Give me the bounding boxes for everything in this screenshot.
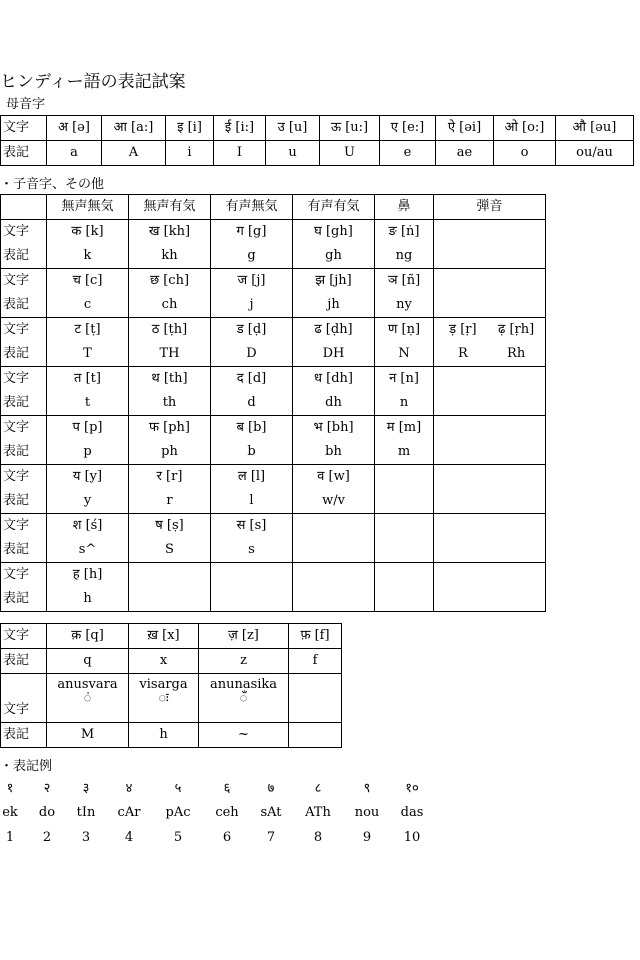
consonant-roman-row — [1, 244, 546, 269]
empty-cell — [211, 587, 293, 612]
empty-cell — [434, 465, 546, 490]
extra-char: क़ [q] — [47, 624, 129, 649]
row-label-char: 文字 — [1, 269, 47, 294]
consonant-roman: j — [211, 293, 293, 318]
empty-cell — [375, 538, 434, 563]
arabic-numeral: 7 — [266, 830, 276, 845]
devanagari-numeral: ९ — [363, 781, 371, 796]
consonant-char: त [t] — [47, 367, 129, 392]
mark-name: visarga — [139, 677, 188, 692]
vowel-char: इ [i] — [166, 116, 214, 141]
consonant-heading: ・子音字、その他 — [0, 177, 105, 192]
vowel-char: ई [i:] — [214, 116, 266, 141]
consonant-char-row — [1, 416, 546, 441]
consonant-roman: kh — [129, 244, 211, 269]
row-label-roman: 表記 — [1, 293, 47, 318]
example-word: sAt — [260, 805, 282, 820]
arabic-numeral: 9 — [362, 830, 372, 845]
row-label-roman: 表記 — [1, 440, 47, 465]
consonant-header-row — [1, 195, 546, 220]
example-word: ek — [2, 805, 18, 820]
consonant-roman: ph — [129, 440, 211, 465]
mark-char-row — [1, 674, 342, 723]
consonant-char-row — [1, 367, 546, 392]
consonant-char: ट [ṭ] — [47, 318, 129, 343]
consonant-roman: bh — [293, 440, 375, 465]
empty-cell — [434, 563, 546, 588]
consonant-roman: c — [47, 293, 129, 318]
consonant-roman: d — [211, 391, 293, 416]
extra-table — [0, 623, 342, 748]
row-label-roman: 表記 — [1, 649, 47, 674]
consonant-char: श [ś] — [47, 514, 129, 539]
devanagari-numeral: ४ — [125, 781, 133, 796]
row-label-roman: 表記 — [1, 723, 47, 748]
extra-char-row — [1, 624, 342, 649]
consonant-roman: t — [47, 391, 129, 416]
vowel-char: ऊ [u:] — [320, 116, 380, 141]
empty-cell — [434, 367, 546, 392]
vowel-table — [0, 115, 634, 166]
consonant-roman: N — [375, 342, 434, 367]
devanagari-numeral: ६ — [223, 781, 231, 796]
vowel-roman: ou/au — [556, 141, 634, 166]
arabic-numeral: 10 — [403, 830, 421, 845]
consonant-roman: TH — [129, 342, 211, 367]
consonant-char-row — [1, 318, 546, 343]
example-word: ATh — [305, 805, 331, 820]
column-header: 無声有気 — [129, 195, 211, 220]
consonant-char: च [c] — [47, 269, 129, 294]
vowel-char: आ [a:] — [102, 116, 166, 141]
empty-cell — [434, 538, 546, 563]
row-label-char: 文字 — [1, 465, 47, 490]
flap-cell — [434, 342, 546, 367]
empty-cell — [434, 293, 546, 318]
consonant-roman: S — [129, 538, 211, 563]
consonant-char: क [k] — [47, 220, 129, 245]
mark-cell-visarga — [129, 674, 199, 723]
devanagari-numeral: ७ — [267, 781, 275, 796]
vowel-char-row — [1, 116, 634, 141]
row-label-char: 文字 — [1, 116, 47, 141]
consonant-char: र [r] — [129, 465, 211, 490]
empty-cell — [434, 269, 546, 294]
consonant-char: म [m] — [375, 416, 434, 441]
consonant-roman: y — [47, 489, 129, 514]
consonant-char: ज [j] — [211, 269, 293, 294]
consonant-roman: m — [375, 440, 434, 465]
vowel-roman: ae — [436, 141, 494, 166]
consonant-char: ञ [ñ] — [375, 269, 434, 294]
extra-roman-row — [1, 649, 342, 674]
vowel-char: ए [e:] — [380, 116, 436, 141]
devanagari-numeral: ५ — [174, 781, 182, 796]
consonant-char: थ [th] — [129, 367, 211, 392]
devanagari-numeral: १० — [405, 781, 419, 796]
consonant-roman-row — [1, 342, 546, 367]
column-header: 鼻 — [375, 195, 434, 220]
page-title: ヒンディー語の表記試案 — [0, 72, 186, 92]
row-label-char: 文字 — [1, 220, 47, 245]
consonant-char: भ [bh] — [293, 416, 375, 441]
row-label-char: 文字 — [1, 563, 47, 588]
row-label-roman: 表記 — [1, 391, 47, 416]
examples-heading: ・表記例 — [0, 759, 53, 774]
vowel-roman-row — [1, 141, 634, 166]
vowel-roman: o — [494, 141, 556, 166]
flap-char: ढ़ [ṛh] — [498, 322, 535, 337]
mark-cell-anusvara — [47, 674, 129, 723]
consonant-char-row — [1, 514, 546, 539]
consonant-char: य [y] — [47, 465, 129, 490]
row-label-char: 文字 — [1, 674, 47, 723]
example-word: pAc — [165, 805, 191, 820]
consonant-char: व [w] — [293, 465, 375, 490]
consonant-roman: b — [211, 440, 293, 465]
example-word: do — [38, 805, 56, 820]
vowel-roman: I — [214, 141, 266, 166]
consonant-roman-row — [1, 293, 546, 318]
example-word: tIn — [76, 805, 96, 820]
vowel-roman: u — [266, 141, 320, 166]
flap-roman: Rh — [507, 346, 526, 361]
consonant-char: न [n] — [375, 367, 434, 392]
extra-char: फ़ [f] — [289, 624, 342, 649]
arabic-numeral: 3 — [81, 830, 91, 845]
consonant-roman-row — [1, 538, 546, 563]
consonant-body — [1, 220, 546, 612]
mark-sign: ं — [83, 691, 92, 706]
flap-roman: R — [457, 346, 468, 361]
column-header: 無声無気 — [47, 195, 129, 220]
consonant-roman: jh — [293, 293, 375, 318]
row-label-char: 文字 — [1, 416, 47, 441]
empty-cell — [289, 723, 342, 748]
empty-cell — [129, 563, 211, 588]
empty-cell — [434, 220, 546, 245]
vowel-roman: A — [102, 141, 166, 166]
consonant-char-row — [1, 220, 546, 245]
consonant-char: छ [ch] — [129, 269, 211, 294]
mark-roman-row — [1, 723, 342, 748]
row-label-char: 文字 — [1, 367, 47, 392]
empty-cell — [434, 391, 546, 416]
empty-cell — [289, 674, 342, 723]
consonant-char: द [d] — [211, 367, 293, 392]
consonant-char: फ [ph] — [129, 416, 211, 441]
consonant-roman-row — [1, 391, 546, 416]
example-word: nou — [354, 805, 380, 820]
row-label-roman: 表記 — [1, 244, 47, 269]
mark-name: anusvara — [57, 677, 118, 692]
vowel-char: औ [əu] — [556, 116, 634, 141]
consonant-roman: w/v — [293, 489, 375, 514]
consonant-char: ठ [ṭh] — [129, 318, 211, 343]
consonant-roman-row — [1, 587, 546, 612]
consonant-char: ड [ḍ] — [211, 318, 293, 343]
consonant-roman-row — [1, 489, 546, 514]
consonant-roman: k — [47, 244, 129, 269]
extra-roman: f — [289, 649, 342, 674]
consonant-roman: th — [129, 391, 211, 416]
vowel-char: उ [u] — [266, 116, 320, 141]
example-word: ceh — [215, 805, 239, 820]
consonant-roman: r — [129, 489, 211, 514]
example-word: cAr — [117, 805, 141, 820]
flap-char: ड़ [ṛ] — [449, 322, 477, 337]
consonant-char: ब [b] — [211, 416, 293, 441]
consonant-roman: ng — [375, 244, 434, 269]
devanagari-numeral: ३ — [82, 781, 90, 796]
mark-roman: M — [47, 723, 129, 748]
consonant-roman: D — [211, 342, 293, 367]
extra-roman: q — [47, 649, 129, 674]
empty-cell — [293, 538, 375, 563]
vowel-char: अ [ə] — [47, 116, 102, 141]
row-label-roman: 表記 — [1, 489, 47, 514]
extra-roman: x — [129, 649, 199, 674]
consonant-char: ख [kh] — [129, 220, 211, 245]
empty-cell — [375, 587, 434, 612]
row-label-roman: 表記 — [1, 538, 47, 563]
extra-char: ख़ [x] — [129, 624, 199, 649]
consonant-roman: T — [47, 342, 129, 367]
consonant-roman: gh — [293, 244, 375, 269]
vowel-heading: 母音字 — [6, 97, 46, 112]
consonant-roman: p — [47, 440, 129, 465]
consonant-roman: s^ — [47, 538, 129, 563]
column-header: 弾音 — [434, 195, 546, 220]
empty-header-cell — [1, 195, 47, 220]
example-word: das — [400, 805, 424, 820]
consonant-char: ग [g] — [211, 220, 293, 245]
row-label-roman: 表記 — [1, 141, 47, 166]
devanagari-numeral: ८ — [314, 781, 322, 796]
consonant-char: ष [ṣ] — [129, 514, 211, 539]
consonant-char: प [p] — [47, 416, 129, 441]
extra-char: ज़ [z] — [199, 624, 289, 649]
column-header: 有声無気 — [211, 195, 293, 220]
consonant-roman: h — [47, 587, 129, 612]
consonant-roman-row — [1, 440, 546, 465]
mark-roman: h — [129, 723, 199, 748]
consonant-char-row — [1, 563, 546, 588]
mark-name: anunasika — [209, 677, 278, 692]
empty-cell — [434, 489, 546, 514]
mark-roman: ~ — [199, 723, 289, 748]
empty-cell — [129, 587, 211, 612]
mark-sign: ः — [158, 691, 169, 706]
empty-cell — [434, 587, 546, 612]
empty-cell — [434, 514, 546, 539]
devanagari-numeral: १ — [6, 781, 14, 796]
consonant-roman: n — [375, 391, 434, 416]
consonant-char: झ [jh] — [293, 269, 375, 294]
arabic-numeral: 4 — [124, 830, 134, 845]
arabic-numeral: 5 — [173, 830, 183, 845]
arabic-numeral: 8 — [313, 830, 323, 845]
consonant-roman: dh — [293, 391, 375, 416]
mark-sign: ँ — [239, 691, 248, 706]
consonant-char-row — [1, 465, 546, 490]
consonant-char: ण [ṇ] — [375, 318, 434, 343]
empty-cell — [375, 563, 434, 588]
vowel-char: ओ [o:] — [494, 116, 556, 141]
vowel-char: ऐ [əi] — [436, 116, 494, 141]
consonant-char-row — [1, 269, 546, 294]
row-label-char: 文字 — [1, 318, 47, 343]
empty-cell — [434, 440, 546, 465]
consonant-roman: DH — [293, 342, 375, 367]
arabic-numeral: 1 — [5, 830, 15, 845]
empty-cell — [434, 244, 546, 269]
vowel-roman: i — [166, 141, 214, 166]
mark-cell-anunasika — [199, 674, 289, 723]
empty-cell — [375, 489, 434, 514]
consonant-char: ध [dh] — [293, 367, 375, 392]
row-label-char: 文字 — [1, 514, 47, 539]
vowel-roman: a — [47, 141, 102, 166]
empty-cell — [293, 514, 375, 539]
row-label-roman: 表記 — [1, 342, 47, 367]
consonant-roman: g — [211, 244, 293, 269]
consonant-char: ह [h] — [47, 563, 129, 588]
column-header: 有声有気 — [293, 195, 375, 220]
flap-cell — [434, 318, 546, 343]
empty-cell — [434, 416, 546, 441]
row-label-char: 文字 — [1, 624, 47, 649]
consonant-char: ल [l] — [211, 465, 293, 490]
vowel-roman: U — [320, 141, 380, 166]
empty-cell — [375, 465, 434, 490]
consonant-char: स [s] — [211, 514, 293, 539]
row-label-roman: 表記 — [1, 587, 47, 612]
empty-cell — [293, 563, 375, 588]
empty-cell — [293, 587, 375, 612]
empty-cell — [211, 563, 293, 588]
consonant-char: घ [gh] — [293, 220, 375, 245]
empty-cell — [375, 514, 434, 539]
vowel-roman: e — [380, 141, 436, 166]
consonant-roman: l — [211, 489, 293, 514]
consonant-roman: ny — [375, 293, 434, 318]
extra-roman: z — [199, 649, 289, 674]
consonant-roman: ch — [129, 293, 211, 318]
arabic-numeral: 2 — [42, 830, 52, 845]
devanagari-numeral: २ — [43, 781, 51, 796]
consonant-char: ङ [ṅ] — [375, 220, 434, 245]
arabic-numeral: 6 — [222, 830, 232, 845]
consonant-roman: s — [211, 538, 293, 563]
consonant-char: ढ [ḍh] — [293, 318, 375, 343]
consonant-table — [0, 194, 546, 612]
